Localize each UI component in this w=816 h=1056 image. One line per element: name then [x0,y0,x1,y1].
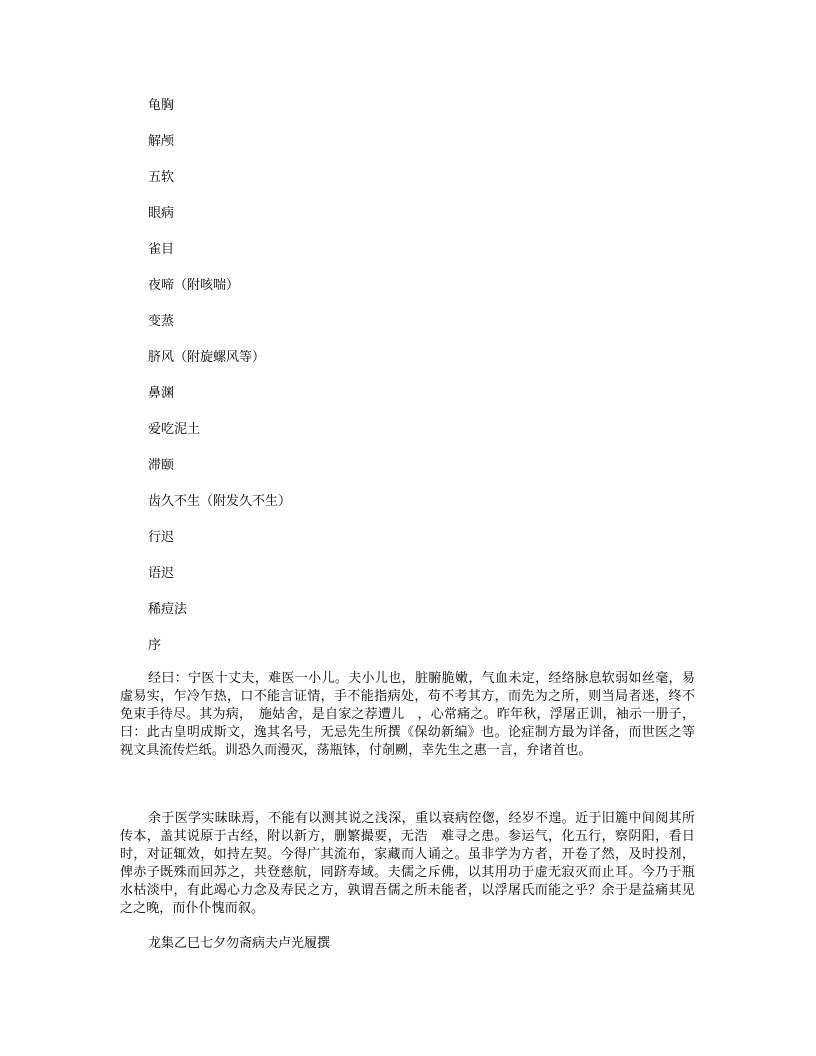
preface-paragraph-1: 经曰：宁医十丈夫，难医一小儿。夫小儿也，脏腑脆嫩，气血未定，经络脉息软弱如丝毫，易虚易实，乍冷乍热，口不能言证情，手不能指病处，苟不考其方，而先为之所，则当局者迷，终不免束手待尽。其为病， 施姑舍，是自家之荐遭儿 ，心常痛之。昨年秋，浮屠正训，袖示一册子，曰：此古皇明成斯文，逸其名号，无忌先生所撰《保幼新编》也。论症制方最为详备，而世医之等视文具流传烂纸。训恐久而漫灭，荡瓶钵，付剞劂，幸先生之惠一言，弁诸首也。 [120,671,695,758]
toc-item: 脐风（附旋螺风等） [148,350,266,365]
toc-item: 行迟 [148,530,175,545]
toc-item: 解颅 [148,134,175,149]
toc-item: 变蒸 [148,314,175,329]
preface-signature: 龙集乙巳七夕勿斋病夫卢光履撰 [148,936,331,951]
toc-item: 语迟 [148,566,175,581]
toc-item: 雀目 [148,242,175,257]
toc-item: 龟胸 [148,98,175,113]
toc-item: 齿久不生（附发久不生） [148,494,292,509]
toc-item: 夜啼（附咳喘） [148,278,240,293]
toc-item: 爱吃泥土 [148,422,201,437]
toc-item: 鼻渊 [148,386,175,401]
toc-item: 眼病 [148,206,175,221]
toc-item: 滞颐 [148,458,175,473]
preface-heading: 序 [148,638,162,653]
toc-item: 稀痘法 [148,602,188,617]
preface-paragraph-2: 余于医学实昧昧焉，不能有以测其说之浅深，重以衰病倥偬，经岁不遑。近于旧簏中间阅其所传本，盖其说原于古经，附以新方，删繁撮要，无浩 难寻之患。参运气，化五行，察阴阳，看日时，对证辄效，如持左契。今得广其流布，家藏而人诵之。虽非学为方者，开卷了然，及时投剂，俾赤子既殊而回苏之，共登慈航，同跻寿域。夫儒之斥佛，以其用功于虚无寂灭而止耳。今乃于瓶水枯淡中，有此竭心力念及寿民之方，孰谓吾儒之所未能者，以浮屠氏而能之乎？余于是益痛其见之之晚，而仆仆愧而叙。 [120,811,695,916]
toc-item: 五软 [148,170,175,185]
